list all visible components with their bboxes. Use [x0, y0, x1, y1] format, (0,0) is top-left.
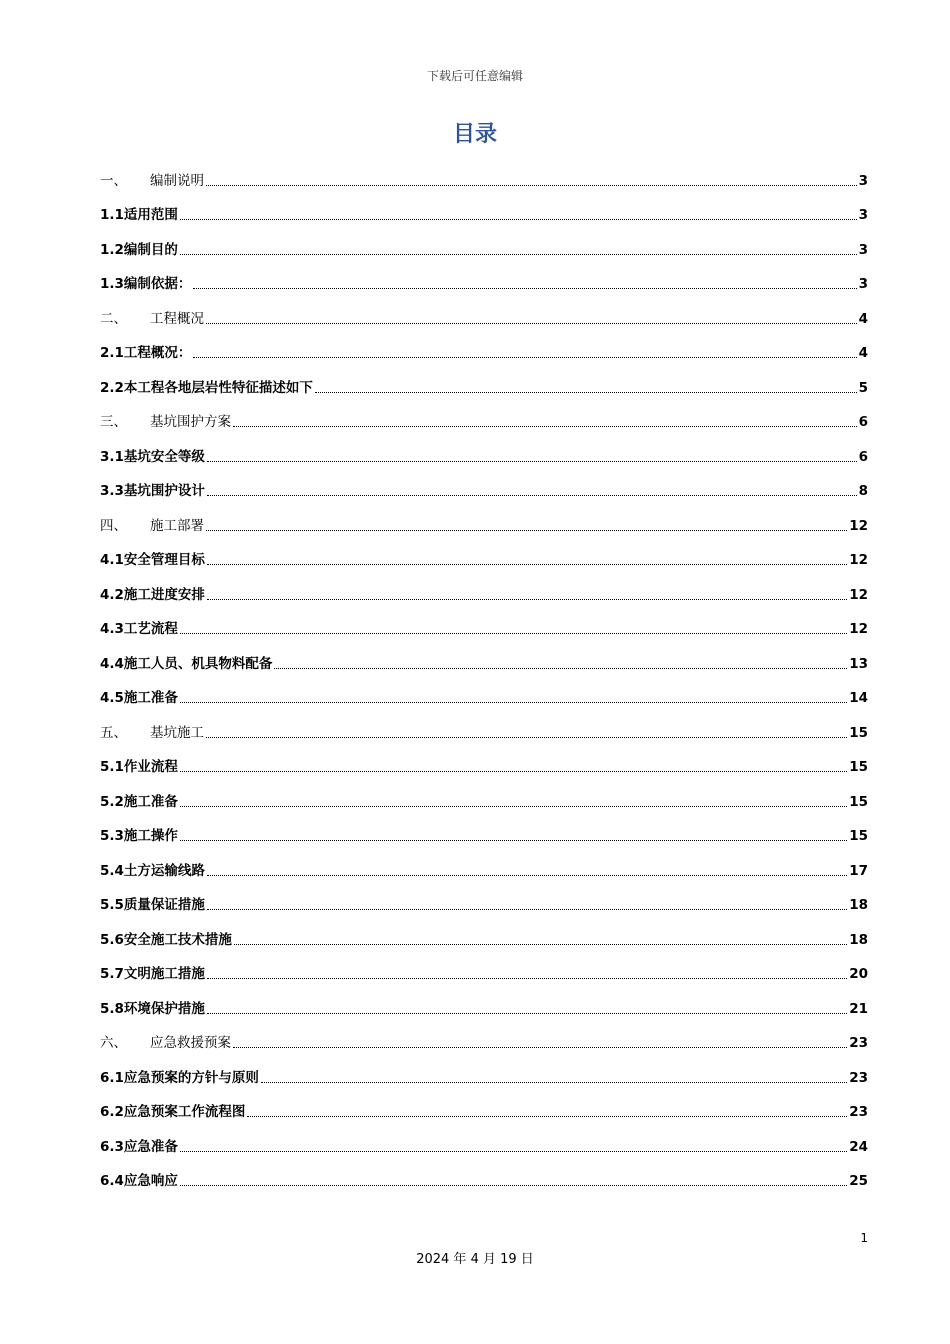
toc-entry-page: 20	[849, 966, 868, 982]
toc-entry[interactable]	[100, 370, 868, 405]
toc-dot-leader	[233, 426, 857, 427]
toc-entry-number: 三、	[100, 414, 127, 430]
toc-entry[interactable]	[100, 1060, 868, 1095]
toc-entry[interactable]	[100, 888, 868, 923]
toc-entry-label: 适用范围	[123, 207, 178, 223]
toc-entry[interactable]	[100, 1095, 868, 1130]
toc-entry-page: 3	[858, 207, 868, 223]
toc-entry-number: 6.1	[100, 1069, 124, 1086]
toc-entry-page: 3	[858, 172, 868, 189]
toc-entry-label: 安全管理目标	[123, 552, 205, 568]
toc-entry[interactable]	[100, 405, 868, 440]
toc-entry-number: 4.4	[100, 655, 124, 672]
toc-dot-leader	[207, 495, 857, 496]
toc-entry[interactable]	[100, 336, 868, 371]
toc-entry-label: 本工程各地层岩性特征描述如下	[123, 379, 313, 396]
toc-entry-number: 4.5	[100, 690, 124, 706]
toc-entry-page: 23	[849, 1035, 868, 1051]
toc-entry-number: 1.2	[100, 241, 124, 258]
toc-entry[interactable]	[100, 1164, 868, 1199]
header-note: 下载后可任意编辑	[426, 69, 523, 83]
toc-dot-leader	[180, 1151, 847, 1152]
toc-entry-page: 3	[858, 241, 868, 258]
toc-dot-leader	[180, 633, 847, 634]
toc-dot-leader	[206, 185, 857, 186]
toc-entry[interactable]	[100, 750, 868, 785]
toc-entry-number: 5.8	[100, 1000, 124, 1017]
toc-entry-page: 15	[849, 724, 868, 741]
toc-entry-number: 四、	[100, 517, 127, 534]
toc-entry-number: 5.2	[100, 793, 124, 810]
toc-entry[interactable]	[100, 163, 868, 198]
toc-entry-number: 六、	[100, 1035, 127, 1051]
toc-entry[interactable]	[100, 301, 868, 336]
toc-dot-leader	[193, 357, 856, 358]
toc-entry[interactable]	[100, 1129, 868, 1164]
toc-entry-label: 施工准备	[123, 690, 178, 706]
footer-date: 2024 年 4 月 19 日	[416, 1252, 534, 1267]
toc-entry-label: 编制说明	[150, 172, 204, 189]
toc-entry-label: 土方运输线路	[123, 862, 205, 879]
toc-entry-label: 应急准备	[123, 1138, 178, 1155]
toc-entry-number: 2.1	[100, 345, 124, 361]
toc-entry-number: 4.2	[100, 586, 124, 603]
toc-dot-leader	[261, 1082, 847, 1083]
toc-entry-page: 24	[849, 1138, 868, 1155]
toc-entry[interactable]	[100, 991, 868, 1026]
page-number: 1	[860, 1231, 868, 1245]
toc-entry-page: 12	[849, 586, 868, 603]
toc-entry-label: 环境保护措施	[123, 1000, 205, 1017]
toc-entry-page: 5	[858, 379, 868, 396]
toc-dot-leader	[180, 771, 847, 772]
toc-entry-page: 4	[858, 345, 868, 361]
toc-entry-number: 一、	[100, 172, 127, 189]
toc-dot-leader	[206, 323, 857, 324]
toc-entry-number: 5.6	[100, 931, 124, 948]
toc-dot-leader	[207, 909, 847, 910]
toc-entry-label: 应急响应	[123, 1173, 178, 1189]
toc-entry[interactable]	[100, 267, 868, 302]
toc-dot-leader	[206, 530, 847, 531]
toc-entry-number: 6.4	[100, 1173, 124, 1189]
toc-dot-leader	[180, 254, 857, 255]
toc-entry-number: 6.3	[100, 1138, 124, 1155]
toc-dot-leader	[180, 702, 847, 703]
toc-dot-leader	[207, 875, 847, 876]
toc-entry-label: 基坑施工	[150, 724, 204, 741]
toc-entry-label: 施工部署	[150, 517, 204, 534]
toc-entry-page: 23	[849, 1069, 868, 1086]
toc-dot-leader	[206, 737, 847, 738]
toc-entry[interactable]	[100, 819, 868, 854]
toc-entry[interactable]	[100, 853, 868, 888]
toc-entry-page: 18	[849, 931, 868, 948]
toc-entry-number: 二、	[100, 310, 127, 327]
toc-entry-page: 25	[849, 1173, 868, 1189]
toc-entry-page: 12	[849, 621, 868, 637]
toc-entry-label: 基坑安全等级	[123, 448, 205, 465]
toc-entry-number: 3.3	[100, 483, 124, 499]
toc-entry-number: 1.1	[100, 207, 124, 223]
toc-entry-label: 应急预案工作流程图	[123, 1104, 246, 1120]
toc-dot-leader	[193, 288, 856, 289]
toc-dot-leader	[207, 978, 847, 979]
toc-entry-label: 基坑围护方案	[150, 414, 231, 430]
toc-entry-label: 作业流程	[123, 759, 178, 775]
toc-entry-label: 工程概况	[150, 310, 204, 327]
toc-entry-number: 5.5	[100, 897, 124, 913]
toc-entry-page: 15	[849, 793, 868, 810]
toc-entry-number: 2.2	[100, 379, 124, 396]
toc-entry[interactable]	[100, 646, 868, 681]
toc-dot-leader	[233, 1047, 847, 1048]
toc-entry-number: 3.1	[100, 448, 124, 465]
toc-entry-page: 6	[858, 448, 868, 465]
toc-entry-page: 18	[849, 897, 868, 913]
toc-entry-page: 17	[849, 862, 868, 879]
toc-entry-page: 15	[849, 828, 868, 844]
toc-entry[interactable]	[100, 439, 868, 474]
toc-entry-label: 施工人员、机具物料配备	[123, 655, 273, 672]
toc-dot-leader	[180, 219, 857, 220]
toc-entry[interactable]	[100, 784, 868, 819]
toc-entry-label: 文明施工措施	[123, 966, 205, 982]
toc-entry-number: 5.4	[100, 862, 124, 879]
toc-dot-leader	[207, 461, 857, 462]
toc-dot-leader	[234, 944, 847, 945]
toc-entry[interactable]	[100, 1026, 868, 1061]
toc-dot-leader	[247, 1116, 847, 1117]
toc-entry-label: 基坑围护设计	[123, 483, 205, 499]
toc-dot-leader	[207, 599, 847, 600]
toc-dot-leader	[207, 1013, 847, 1014]
toc-entry-number: 6.2	[100, 1104, 124, 1120]
toc-entry-label: 质量保证措施	[123, 897, 205, 913]
toc-entry-page: 6	[858, 414, 868, 430]
toc-entry-page: 3	[858, 276, 868, 292]
toc-entry-page: 23	[849, 1104, 868, 1120]
toc-entry[interactable]	[100, 715, 868, 750]
toc-entry-number: 5.1	[100, 759, 124, 775]
toc-entry-label: 编制目的	[123, 241, 178, 258]
toc-entry[interactable]	[100, 232, 868, 267]
toc-dot-leader	[180, 806, 847, 807]
toc-entry-page: 14	[849, 690, 868, 706]
toc-entry[interactable]	[100, 198, 868, 233]
toc-dot-leader	[180, 1185, 847, 1186]
toc-entry-label: 施工准备	[123, 793, 178, 810]
toc-entry[interactable]	[100, 612, 868, 647]
toc-entry[interactable]	[100, 957, 868, 992]
toc-dot-leader	[180, 840, 847, 841]
toc-entry[interactable]	[100, 543, 868, 578]
toc-entry-page: 12	[849, 517, 868, 534]
toc-entry-number: 4.3	[100, 621, 124, 637]
toc-entry-page: 21	[849, 1000, 868, 1017]
toc-entry-page: 13	[849, 655, 868, 672]
toc-entry-number: 4.1	[100, 552, 124, 568]
toc-entry-page: 12	[849, 552, 868, 568]
toc-entry-label: 安全施工技术措施	[123, 931, 232, 948]
toc-dot-leader	[207, 564, 847, 565]
toc-entry-number: 五、	[100, 724, 127, 741]
toc-dot-leader	[274, 668, 847, 669]
toc-entry-number: 5.3	[100, 828, 124, 844]
toc-title: 目录	[452, 122, 497, 147]
toc-entry-label: 编制依据：	[123, 276, 192, 292]
toc-entry-page: 4	[858, 310, 868, 327]
toc-entry-number: 1.3	[100, 276, 124, 292]
toc-entry-label: 工艺流程	[123, 621, 178, 637]
toc-entry-label: 工程概况：	[123, 345, 192, 361]
toc-list	[100, 163, 868, 1198]
toc-entry-label: 应急救援预案	[150, 1035, 231, 1051]
toc-entry[interactable]	[100, 681, 868, 716]
toc-entry-number: 5.7	[100, 966, 124, 982]
toc-entry-label: 施工操作	[123, 828, 178, 844]
toc-entry[interactable]	[100, 577, 868, 612]
toc-entry-page: 8	[858, 483, 868, 499]
toc-entry-label: 施工进度安排	[123, 586, 205, 603]
toc-entry-page: 15	[849, 759, 868, 775]
toc-dot-leader	[315, 392, 857, 393]
toc-entry-label: 应急预案的方针与原则	[123, 1069, 259, 1086]
toc-entry[interactable]	[100, 922, 868, 957]
toc-entry[interactable]	[100, 508, 868, 543]
toc-entry[interactable]	[100, 474, 868, 509]
